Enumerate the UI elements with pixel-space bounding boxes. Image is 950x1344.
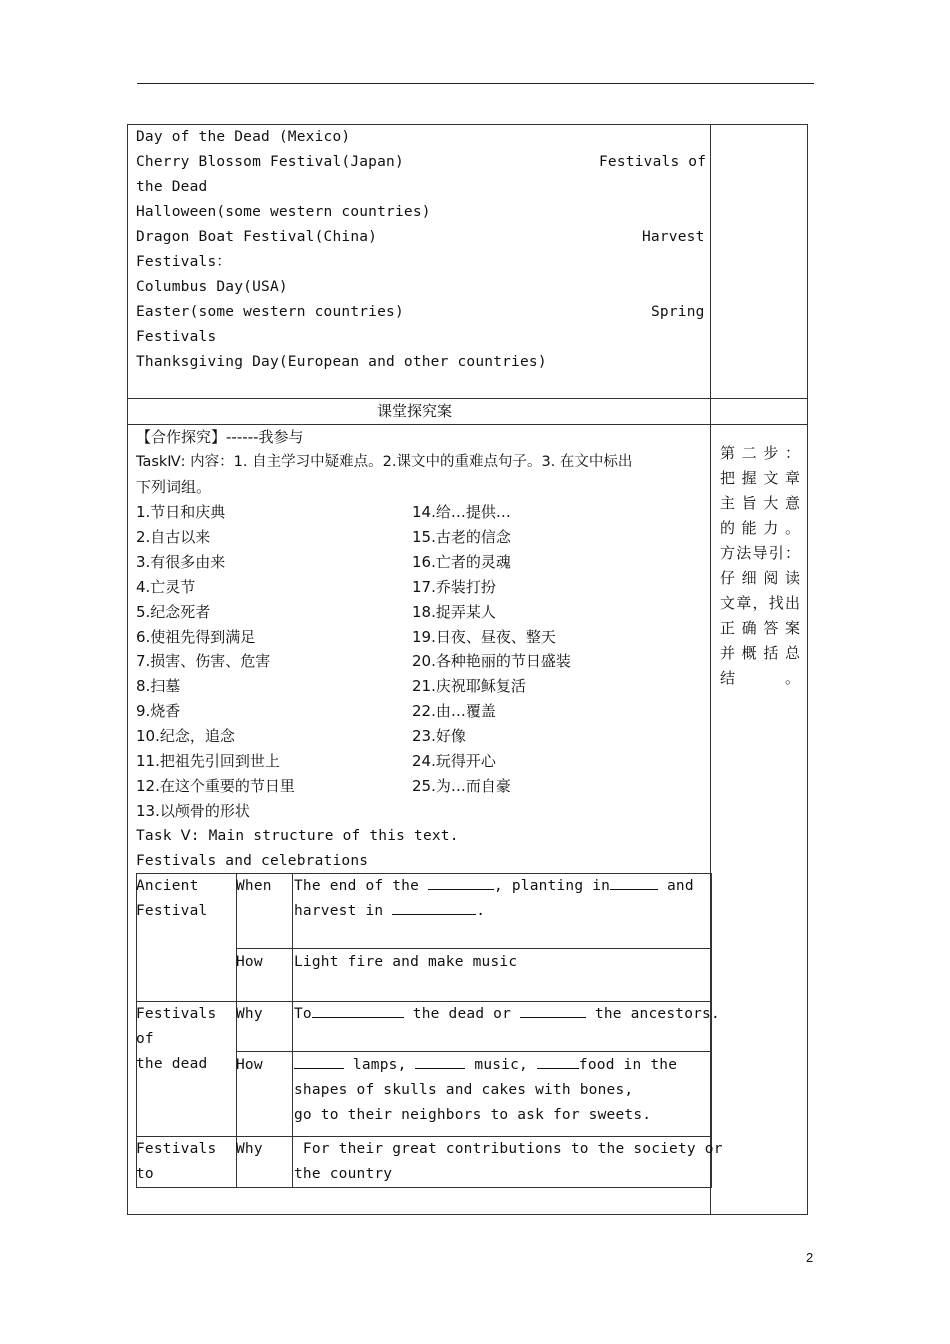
honor-why-text-cont: the country (294, 1166, 393, 1182)
phrase-item: 7.损害、伤害、危害 (136, 652, 271, 671)
text-fragment: food in the (578, 1057, 678, 1073)
list-line: Harvest (642, 229, 705, 245)
sidebar-line (720, 566, 800, 591)
how-label: How (236, 1057, 263, 1073)
why-label: Why (236, 1141, 263, 1157)
text-fragment: the dead or (403, 1006, 520, 1022)
blank-field[interactable] (520, 1003, 586, 1018)
sidebar-line: 第二步： (720, 444, 800, 462)
sidebar-char: 握 (741, 469, 757, 487)
phrase-item: 20.各种艳丽的节日盛装 (412, 652, 571, 671)
phrase-item: 2.自古以来 (136, 527, 211, 546)
phrase-item: 22.由…覆盖 (412, 702, 496, 721)
task4-instruction-cont: 下列词组。 (136, 478, 212, 496)
list-line: Thanksgiving Day(European and other countries) (136, 354, 547, 370)
text-fragment: music, (465, 1057, 537, 1073)
phrase-item: 4.亡灵节 (136, 577, 196, 596)
sidebar-char: 找 (768, 594, 784, 612)
phrase-item: 11.把祖先引回到世上 (136, 752, 280, 770)
sidebar-line: 方法导引： (720, 544, 800, 562)
row-divider-1 (127, 398, 807, 399)
cooperative-heading: 【合作探究】------我参与 (136, 428, 304, 446)
page-number: 2 (806, 1250, 814, 1265)
phrase-item: 10.纪念，追念 (136, 727, 235, 746)
honor-festival-label: to (136, 1166, 154, 1182)
text-fragment: . (476, 903, 486, 919)
sidebar-char: 把 (720, 469, 736, 487)
task5-subheading: Festivals and celebrations (136, 853, 369, 869)
section-title: 课堂探究案 (377, 402, 453, 420)
dead-how-text-cont: go to their neighbors to ask for sweets. (294, 1107, 652, 1123)
phrase-item: 12.在这个重要的节日里 (136, 776, 295, 795)
text-fragment: lamps, (344, 1057, 416, 1073)
ancient-how-text: Light fire and make music (294, 954, 518, 970)
phrase-item: 5.纪念死者 (136, 602, 211, 621)
dead-festival-label: Festivals (136, 1006, 217, 1022)
phrase-item: 3.有很多由来 (136, 552, 226, 571)
sidebar-char: 并 (720, 644, 736, 662)
phrase-item: 13.以颅骨的形状 (136, 801, 250, 820)
sidebar-char: 括 (763, 644, 779, 662)
list-line: Festivals of (599, 154, 707, 170)
sidebar-char: 阅 (763, 569, 779, 587)
sidebar-line (720, 491, 800, 516)
list-line: Columbus Day(USA) (136, 279, 288, 295)
list-line: Festivals： (136, 254, 232, 270)
text-fragment: To (294, 1006, 312, 1022)
sidebar-char: 大 (763, 494, 779, 512)
phrase-item: 14.给…提供… (412, 503, 511, 521)
phrase-item: 1.节日和庆典 (136, 503, 226, 521)
phrase-item: 18.捉弄某人 (412, 602, 496, 621)
table-row-divider (236, 1051, 711, 1052)
ancient-when-text (294, 874, 694, 899)
phrase-item: 17.乔装打扮 (412, 577, 496, 596)
list-line: Halloween(some western countries) (136, 204, 431, 220)
sidebar-line (720, 591, 800, 616)
list-line: Cherry Blossom Festival(Japan) (136, 154, 404, 170)
table-row-divider (236, 948, 711, 949)
sidebar-char: 章 (784, 469, 800, 487)
header-rule (137, 83, 814, 84)
text-fragment: the ancestors. (585, 1006, 720, 1022)
sidebar-char: 答 (763, 619, 779, 637)
sidebar-char: 细 (741, 569, 757, 587)
blank-field[interactable] (537, 1054, 579, 1069)
list-line: Spring (651, 304, 705, 320)
sidebar-line (720, 466, 800, 491)
list-line: Easter(some western countries) (136, 304, 404, 320)
list-line: Day of the Dead (Mexico) (136, 129, 351, 145)
list-line: Dragon Boat Festival(China) (136, 229, 378, 245)
phrase-item: 24.玩得开心 (412, 752, 496, 770)
sidebar-line (720, 616, 800, 641)
method-guide-sidebar (720, 441, 800, 691)
blank-field[interactable] (610, 875, 658, 890)
sidebar-line (720, 641, 800, 666)
blank-field[interactable] (428, 875, 494, 890)
table-col-divider (292, 873, 293, 1187)
phrase-item: 8.扫墓 (136, 677, 181, 696)
sidebar-char: 主 (720, 494, 736, 512)
phrase-item: 21.庆祝耶稣复活 (412, 677, 526, 696)
ancient-festival-label: Festival (136, 903, 208, 919)
sidebar-char: 文 (763, 469, 779, 487)
sidebar-char: 读 (784, 569, 800, 587)
phrase-item: 25.为…而自豪 (412, 776, 511, 795)
dead-how-text-cont: shapes of skulls and cakes with bones, (294, 1082, 634, 1098)
blank-field[interactable] (415, 1054, 465, 1069)
sidebar-line: 结。 (720, 669, 800, 687)
sidebar-char: 确 (741, 619, 757, 637)
sidebar-char: 仔 (720, 569, 736, 587)
sidebar-char: 意 (784, 494, 800, 512)
when-label: When (236, 878, 272, 894)
phrase-item: 19.日夜、昼夜、整天 (412, 627, 556, 646)
text-fragment: harvest in (294, 903, 384, 919)
sidebar-char: 旨 (741, 494, 757, 512)
ancient-festival-label: Ancient (136, 878, 199, 894)
phrase-item: 16.亡者的灵魂 (412, 552, 511, 571)
dead-festival-label: of (136, 1031, 154, 1047)
sidebar-char: ， (752, 594, 768, 612)
task5-heading: Task Ⅴ: Main structure of this text. (136, 828, 459, 844)
ancient-when-text-cont (294, 899, 485, 924)
phrase-item: 9.烧香 (136, 702, 181, 721)
sidebar-line: 的能力。 (720, 519, 800, 537)
honor-festival-label: Festivals (136, 1141, 217, 1157)
text-fragment: The end of the (294, 878, 420, 894)
phrase-item: 23.好像 (412, 727, 466, 746)
dead-why-text (294, 1002, 720, 1027)
phrase-item: 6.使祖先得到满足 (136, 627, 256, 646)
blank-field[interactable] (294, 1054, 344, 1069)
sidebar-char: 文 (720, 594, 736, 612)
blank-field[interactable] (312, 1003, 404, 1018)
dead-festival-label: the dead (136, 1056, 208, 1072)
sidebar-char: 概 (741, 644, 757, 662)
why-label: Why (236, 1006, 263, 1022)
how-label: How (236, 954, 263, 970)
dead-how-text (294, 1053, 677, 1078)
sidebar-char: 出 (784, 594, 800, 612)
phrase-item: 15.古老的信念 (412, 527, 511, 546)
sidebar-char: 正 (720, 619, 736, 637)
text-fragment: , planting in (493, 878, 611, 894)
blank-field[interactable] (392, 900, 476, 915)
list-line: the Dead (136, 179, 208, 195)
text-fragment: and (658, 878, 694, 894)
list-line: Festivals (136, 329, 217, 345)
sidebar-char: 案 (784, 619, 800, 637)
task4-instruction: TaskⅣ: 内容：1. 自主学习中疑难点。2.课文中的重难点句子。3. 在文中标出 (136, 454, 633, 470)
sidebar-char: 总 (784, 644, 800, 662)
honor-why-text: For their great contributions to the society or (294, 1141, 723, 1157)
sidebar-char: 章 (736, 594, 752, 612)
